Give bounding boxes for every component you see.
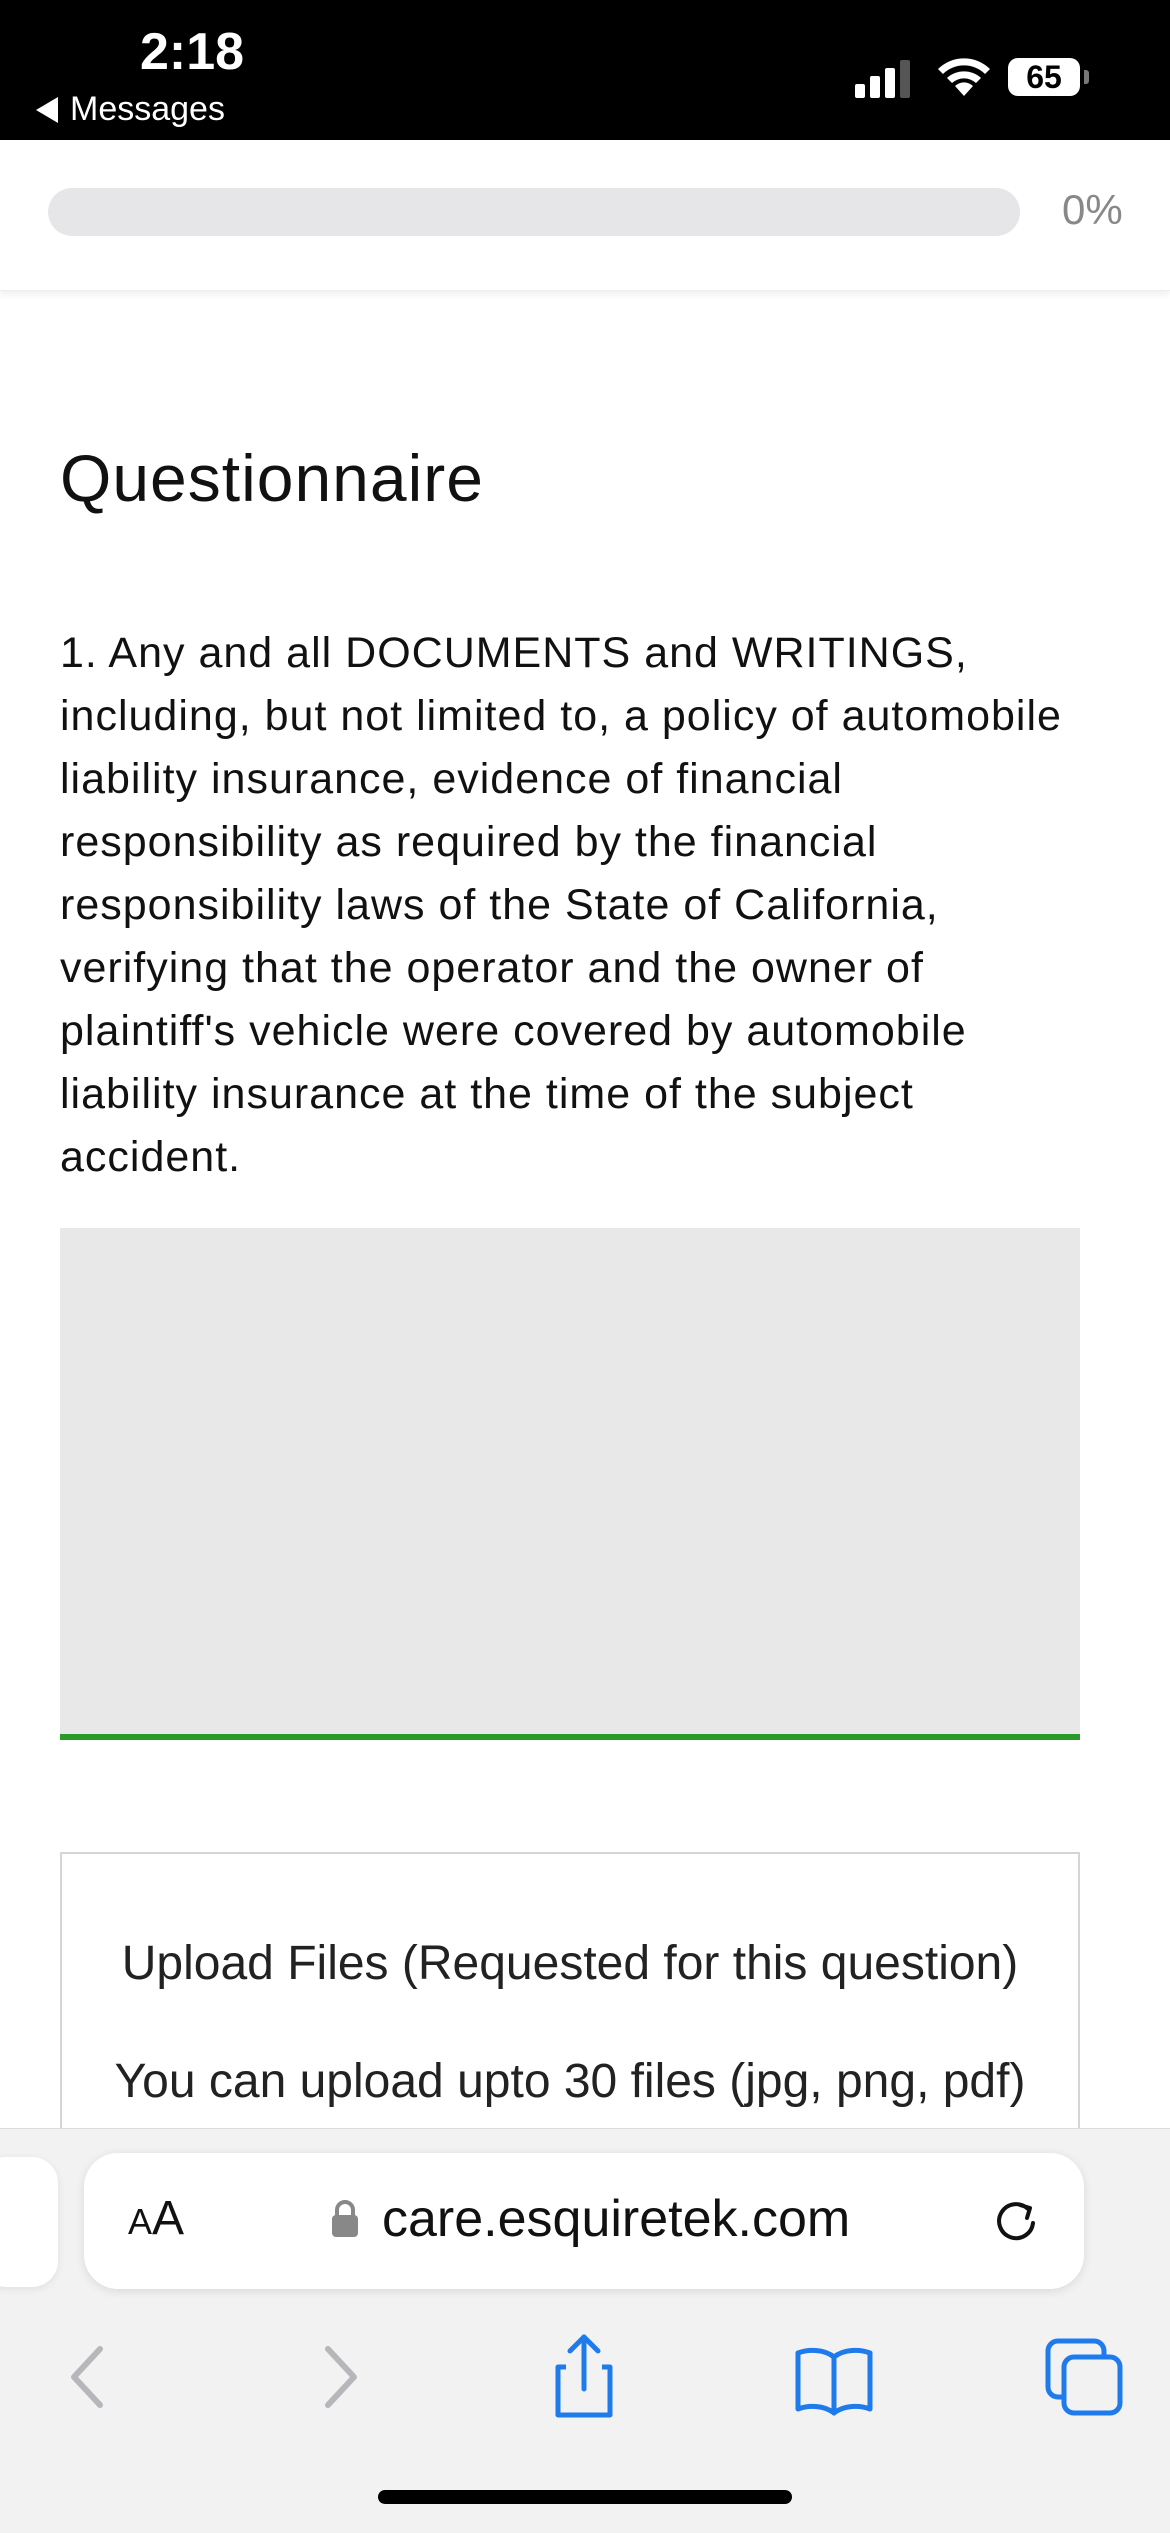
upload-note: You can upload upto 30 files (jpg, png, pdf) [114, 2055, 1026, 2108]
upload-title: Upload Files (Requested for this question) [121, 1937, 1019, 1990]
back-label: Messages [70, 90, 225, 128]
signal-icon [855, 58, 915, 98]
progress-percent: 0% [1062, 186, 1123, 233]
battery-icon [1008, 58, 1080, 96]
battery-cap [1084, 70, 1089, 84]
wifi-icon [935, 52, 993, 98]
lock-icon [330, 2199, 360, 2239]
back-triangle-icon [36, 97, 58, 123]
browser-nav-row [0, 2329, 1170, 2459]
answer-textarea[interactable] [60, 1228, 1080, 1740]
previous-tab-preview[interactable] [0, 2157, 58, 2287]
share-icon[interactable] [536, 2329, 632, 2425]
forward-arrow-icon[interactable] [292, 2329, 388, 2425]
safari-toolbar [0, 2128, 1170, 2533]
home-indicator [378, 2490, 792, 2504]
progress-bar [48, 188, 1020, 236]
back-arrow-icon[interactable] [40, 2329, 136, 2425]
page-title: Questionnaire [60, 441, 484, 515]
battery-level: 65 [1026, 58, 1062, 95]
status-bar [0, 0, 1170, 140]
upload-files-box[interactable] [60, 1852, 1080, 2132]
reload-icon[interactable] [990, 2195, 1042, 2247]
bookmarks-icon[interactable] [786, 2329, 882, 2425]
url-text: care.esquiretek.com [382, 2190, 851, 2248]
back-to-messages[interactable] [36, 90, 225, 129]
aa-button[interactable]: AA [128, 2192, 185, 2245]
question-text: 1. Any and all DOCUMENTS and WRITINGS, including, but not limited to, a policy of automobile liability insurance, evidence of financial responsibility as required by the financial responsibility laws of the State of California, verifying that the operator and the owner of plaintiff's vehicle were covered by automobile liability insurance at the time of the subject accident. [60, 629, 1062, 1181]
address-bar[interactable] [84, 2153, 1084, 2289]
tabs-icon[interactable] [1036, 2329, 1132, 2425]
progress-header [0, 140, 1170, 291]
status-time: 2:18 [140, 23, 245, 81]
